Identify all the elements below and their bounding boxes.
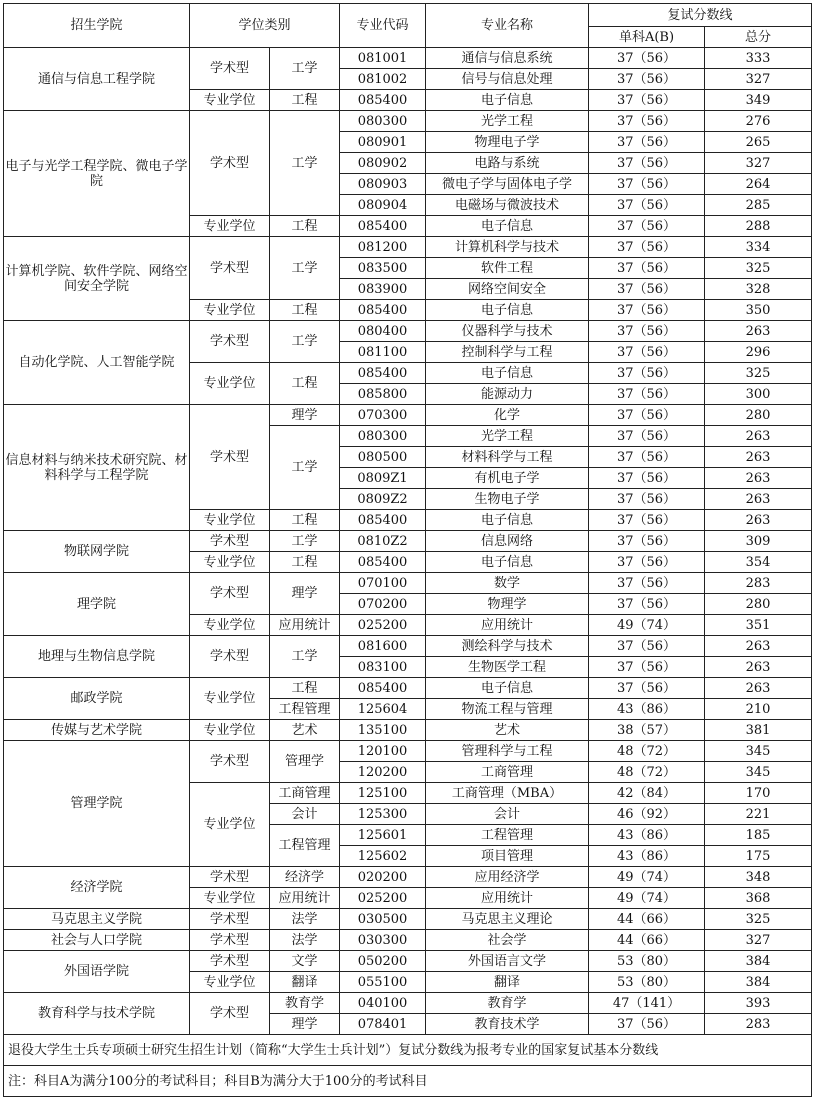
single-subject-score-cell: 37（56） bbox=[589, 48, 705, 69]
degree-type-cell: 学术型 bbox=[190, 636, 270, 678]
major-name-cell: 物理电子学 bbox=[426, 132, 589, 153]
single-subject-score-cell: 37（56） bbox=[589, 300, 705, 321]
single-subject-score-cell: 37（56） bbox=[589, 1014, 705, 1035]
total-score-cell: 280 bbox=[705, 594, 812, 615]
single-subject-score-cell: 37（56） bbox=[589, 279, 705, 300]
footnote: 注：科目A为满分100分的考试科目；科目B为满分大于100分的考试科目 bbox=[4, 1066, 812, 1097]
single-subject-score-cell: 37（56） bbox=[589, 636, 705, 657]
total-score-cell: 327 bbox=[705, 69, 812, 90]
discipline-cell: 教育学 bbox=[270, 993, 340, 1014]
major-name-cell: 电子信息 bbox=[426, 510, 589, 531]
major-name-cell: 电子信息 bbox=[426, 678, 589, 699]
total-score-cell: 328 bbox=[705, 279, 812, 300]
college-cell: 教育科学与技术学院 bbox=[4, 993, 190, 1035]
total-score-cell: 345 bbox=[705, 741, 812, 762]
major-name-cell: 社会学 bbox=[426, 930, 589, 951]
total-score-cell: 325 bbox=[705, 258, 812, 279]
major-code-cell: 080300 bbox=[340, 426, 426, 447]
degree-type-cell: 学术型 bbox=[190, 111, 270, 216]
total-score-cell: 263 bbox=[705, 510, 812, 531]
total-score-cell: 351 bbox=[705, 615, 812, 636]
single-subject-score-cell: 53（80） bbox=[589, 951, 705, 972]
major-code-cell: 135100 bbox=[340, 720, 426, 741]
major-code-cell: 080902 bbox=[340, 153, 426, 174]
single-subject-score-cell: 37（56） bbox=[589, 468, 705, 489]
table-row bbox=[4, 48, 812, 69]
discipline-cell: 工程 bbox=[270, 90, 340, 111]
major-code-cell: 080500 bbox=[340, 447, 426, 468]
major-name-cell: 计算机科学与技术 bbox=[426, 237, 589, 258]
degree-type-cell: 学术型 bbox=[190, 573, 270, 615]
major-name-cell: 电路与系统 bbox=[426, 153, 589, 174]
total-score-cell: 327 bbox=[705, 153, 812, 174]
discipline-cell: 文学 bbox=[270, 951, 340, 972]
major-code-cell: 070200 bbox=[340, 594, 426, 615]
single-subject-score-cell: 37（56） bbox=[589, 174, 705, 195]
degree-type-cell: 专业学位 bbox=[190, 720, 270, 741]
major-name-cell: 通信与信息系统 bbox=[426, 48, 589, 69]
major-name-cell: 材料科学与工程 bbox=[426, 447, 589, 468]
college-cell: 地理与生物信息学院 bbox=[4, 636, 190, 678]
discipline-cell: 法学 bbox=[270, 930, 340, 951]
major-code-cell: 080901 bbox=[340, 132, 426, 153]
table-row bbox=[4, 993, 812, 1014]
major-name-cell: 化学 bbox=[426, 405, 589, 426]
total-score-cell: 327 bbox=[705, 930, 812, 951]
total-score-cell: 175 bbox=[705, 846, 812, 867]
single-subject-score-cell: 46（92） bbox=[589, 804, 705, 825]
college-cell: 自动化学院、人工智能学院 bbox=[4, 321, 190, 405]
total-score-cell: 263 bbox=[705, 468, 812, 489]
major-code-cell: 030500 bbox=[340, 909, 426, 930]
discipline-cell: 理学 bbox=[270, 1014, 340, 1035]
single-subject-score-cell: 49（74） bbox=[589, 615, 705, 636]
single-subject-score-cell: 37（56） bbox=[589, 216, 705, 237]
total-score-cell: 185 bbox=[705, 825, 812, 846]
total-score-cell: 285 bbox=[705, 195, 812, 216]
major-code-cell: 085400 bbox=[340, 300, 426, 321]
major-code-cell: 085400 bbox=[340, 678, 426, 699]
major-name-cell: 控制科学与工程 bbox=[426, 342, 589, 363]
table-row bbox=[4, 720, 812, 741]
major-name-cell: 教育技术学 bbox=[426, 1014, 589, 1035]
degree-type-cell: 专业学位 bbox=[190, 783, 270, 867]
major-name-cell: 数学 bbox=[426, 573, 589, 594]
single-subject-score-cell: 37（56） bbox=[589, 573, 705, 594]
single-subject-score-cell: 37（56） bbox=[589, 426, 705, 447]
table-row bbox=[4, 573, 812, 594]
total-score-cell: 283 bbox=[705, 573, 812, 594]
major-code-cell: 083500 bbox=[340, 258, 426, 279]
discipline-cell: 工程 bbox=[270, 363, 340, 405]
score-line-table bbox=[3, 3, 812, 1097]
total-score-cell: 263 bbox=[705, 489, 812, 510]
discipline-cell: 工程 bbox=[270, 552, 340, 573]
major-name-cell: 电子信息 bbox=[426, 363, 589, 384]
college-cell: 邮政学院 bbox=[4, 678, 190, 720]
degree-type-cell: 学术型 bbox=[190, 909, 270, 930]
discipline-cell: 工程 bbox=[270, 678, 340, 699]
total-score-cell: 288 bbox=[705, 216, 812, 237]
total-score-cell: 348 bbox=[705, 867, 812, 888]
major-name-cell: 电子信息 bbox=[426, 216, 589, 237]
major-code-cell: 080400 bbox=[340, 321, 426, 342]
major-code-cell: 080903 bbox=[340, 174, 426, 195]
major-name-cell: 外国语言文学 bbox=[426, 951, 589, 972]
total-score-cell: 264 bbox=[705, 174, 812, 195]
single-subject-score-cell: 37（56） bbox=[589, 111, 705, 132]
total-score-cell: 263 bbox=[705, 657, 812, 678]
discipline-cell: 工学 bbox=[270, 426, 340, 510]
major-code-cell: 085400 bbox=[340, 216, 426, 237]
major-name-cell: 电子信息 bbox=[426, 300, 589, 321]
major-code-cell: 125300 bbox=[340, 804, 426, 825]
degree-type-cell: 专业学位 bbox=[190, 615, 270, 636]
major-code-cell: 083100 bbox=[340, 657, 426, 678]
major-code-cell: 025200 bbox=[340, 888, 426, 909]
major-code-cell: 025200 bbox=[340, 615, 426, 636]
major-name-cell: 应用经济学 bbox=[426, 867, 589, 888]
college-cell: 通信与信息工程学院 bbox=[4, 48, 190, 111]
table-row bbox=[4, 930, 812, 951]
single-subject-score-cell: 43（86） bbox=[589, 699, 705, 720]
degree-type-cell: 学术型 bbox=[190, 237, 270, 300]
single-subject-score-cell: 37（56） bbox=[589, 90, 705, 111]
major-name-cell: 生物医学工程 bbox=[426, 657, 589, 678]
degree-type-cell: 学术型 bbox=[190, 405, 270, 510]
total-score-cell: 283 bbox=[705, 1014, 812, 1035]
discipline-cell: 理学 bbox=[270, 405, 340, 426]
total-score-cell: 325 bbox=[705, 909, 812, 930]
major-code-cell: 055100 bbox=[340, 972, 426, 993]
major-code-cell: 120200 bbox=[340, 762, 426, 783]
single-subject-score-cell: 37（56） bbox=[589, 321, 705, 342]
college-cell: 物联网学院 bbox=[4, 531, 190, 573]
degree-type-cell: 学术型 bbox=[190, 531, 270, 552]
header-single-subject: 单科A(B) bbox=[589, 27, 705, 48]
discipline-cell: 理学 bbox=[270, 573, 340, 615]
single-subject-score-cell: 53（80） bbox=[589, 972, 705, 993]
total-score-cell: 263 bbox=[705, 426, 812, 447]
major-name-cell: 电磁场与微波技术 bbox=[426, 195, 589, 216]
major-code-cell: 0810Z2 bbox=[340, 531, 426, 552]
major-code-cell: 081600 bbox=[340, 636, 426, 657]
major-code-cell: 085400 bbox=[340, 363, 426, 384]
table-row bbox=[4, 909, 812, 930]
college-cell: 传媒与艺术学院 bbox=[4, 720, 190, 741]
college-cell: 电子与光学工程学院、微电子学院 bbox=[4, 111, 190, 237]
total-score-cell: 334 bbox=[705, 237, 812, 258]
single-subject-score-cell: 37（56） bbox=[589, 153, 705, 174]
discipline-cell: 翻译 bbox=[270, 972, 340, 993]
major-name-cell: 软件工程 bbox=[426, 258, 589, 279]
single-subject-score-cell: 37（56） bbox=[589, 510, 705, 531]
total-score-cell: 354 bbox=[705, 552, 812, 573]
college-cell: 计算机学院、软件学院、网络空间安全学院 bbox=[4, 237, 190, 321]
major-code-cell: 0809Z2 bbox=[340, 489, 426, 510]
total-score-cell: 170 bbox=[705, 783, 812, 804]
major-code-cell: 080300 bbox=[340, 111, 426, 132]
single-subject-score-cell: 37（56） bbox=[589, 489, 705, 510]
major-name-cell: 应用统计 bbox=[426, 888, 589, 909]
total-score-cell: 349 bbox=[705, 90, 812, 111]
discipline-cell: 工程 bbox=[270, 216, 340, 237]
major-name-cell: 项目管理 bbox=[426, 846, 589, 867]
table-row bbox=[4, 951, 812, 972]
single-subject-score-cell: 44（66） bbox=[589, 930, 705, 951]
single-subject-score-cell: 37（56） bbox=[589, 447, 705, 468]
total-score-cell: 325 bbox=[705, 363, 812, 384]
discipline-cell: 工学 bbox=[270, 111, 340, 216]
discipline-cell: 工学 bbox=[270, 48, 340, 90]
college-cell: 外国语学院 bbox=[4, 951, 190, 993]
major-code-cell: 080904 bbox=[340, 195, 426, 216]
major-code-cell: 081200 bbox=[340, 237, 426, 258]
table-row bbox=[4, 531, 812, 552]
header-college: 招生学院 bbox=[4, 4, 190, 48]
degree-type-cell: 专业学位 bbox=[190, 510, 270, 531]
major-name-cell: 艺术 bbox=[426, 720, 589, 741]
total-score-cell: 265 bbox=[705, 132, 812, 153]
major-name-cell: 生物电子学 bbox=[426, 489, 589, 510]
single-subject-score-cell: 37（56） bbox=[589, 69, 705, 90]
discipline-cell: 工程管理 bbox=[270, 825, 340, 867]
major-name-cell: 工商管理（MBA） bbox=[426, 783, 589, 804]
major-name-cell: 马克思主义理论 bbox=[426, 909, 589, 930]
table-row bbox=[4, 636, 812, 657]
single-subject-score-cell: 37（56） bbox=[589, 678, 705, 699]
degree-type-cell: 学术型 bbox=[190, 993, 270, 1035]
header-major-name: 专业名称 bbox=[426, 4, 589, 48]
major-code-cell: 085400 bbox=[340, 510, 426, 531]
major-name-cell: 信号与信息处理 bbox=[426, 69, 589, 90]
total-score-cell: 381 bbox=[705, 720, 812, 741]
major-code-cell: 081100 bbox=[340, 342, 426, 363]
header-score-line: 复试分数线 bbox=[589, 4, 812, 27]
degree-type-cell: 学术型 bbox=[190, 930, 270, 951]
college-cell: 经济学院 bbox=[4, 867, 190, 909]
total-score-cell: 393 bbox=[705, 993, 812, 1014]
degree-type-cell: 专业学位 bbox=[190, 678, 270, 720]
single-subject-score-cell: 37（56） bbox=[589, 552, 705, 573]
major-name-cell: 光学工程 bbox=[426, 111, 589, 132]
major-code-cell: 085800 bbox=[340, 384, 426, 405]
discipline-cell: 工学 bbox=[270, 321, 340, 363]
major-code-cell: 030300 bbox=[340, 930, 426, 951]
single-subject-score-cell: 37（56） bbox=[589, 132, 705, 153]
major-name-cell: 仪器科学与技术 bbox=[426, 321, 589, 342]
single-subject-score-cell: 44（66） bbox=[589, 909, 705, 930]
degree-type-cell: 学术型 bbox=[190, 48, 270, 90]
major-code-cell: 125100 bbox=[340, 783, 426, 804]
major-code-cell: 078401 bbox=[340, 1014, 426, 1035]
veterans-note: 退役大学生士兵专项硕士研究生招生计划（简称“大学生士兵计划”）复试分数线为报考专业的国家复试基本分数线 bbox=[4, 1035, 812, 1066]
degree-type-cell: 专业学位 bbox=[190, 300, 270, 321]
total-score-cell: 309 bbox=[705, 531, 812, 552]
total-score-cell: 300 bbox=[705, 384, 812, 405]
major-name-cell: 光学工程 bbox=[426, 426, 589, 447]
degree-type-cell: 专业学位 bbox=[190, 888, 270, 909]
major-code-cell: 085400 bbox=[340, 90, 426, 111]
single-subject-score-cell: 38（57） bbox=[589, 720, 705, 741]
single-subject-score-cell: 37（56） bbox=[589, 594, 705, 615]
major-code-cell: 120100 bbox=[340, 741, 426, 762]
discipline-cell: 管理学 bbox=[270, 741, 340, 783]
degree-type-cell: 专业学位 bbox=[190, 552, 270, 573]
discipline-cell: 工程 bbox=[270, 510, 340, 531]
single-subject-score-cell: 37（56） bbox=[589, 657, 705, 678]
degree-type-cell: 学术型 bbox=[190, 951, 270, 972]
single-subject-score-cell: 49（74） bbox=[589, 867, 705, 888]
major-name-cell: 微电子学与固体电子学 bbox=[426, 174, 589, 195]
table-row bbox=[4, 741, 812, 762]
single-subject-score-cell: 37（56） bbox=[589, 384, 705, 405]
major-code-cell: 020200 bbox=[340, 867, 426, 888]
discipline-cell: 工学 bbox=[270, 237, 340, 300]
total-score-cell: 350 bbox=[705, 300, 812, 321]
degree-type-cell: 学术型 bbox=[190, 741, 270, 783]
major-name-cell: 会计 bbox=[426, 804, 589, 825]
total-score-cell: 345 bbox=[705, 762, 812, 783]
major-name-cell: 物理学 bbox=[426, 594, 589, 615]
total-score-cell: 210 bbox=[705, 699, 812, 720]
total-score-cell: 384 bbox=[705, 951, 812, 972]
major-name-cell: 教育学 bbox=[426, 993, 589, 1014]
single-subject-score-cell: 48（72） bbox=[589, 762, 705, 783]
discipline-cell: 工商管理 bbox=[270, 783, 340, 804]
discipline-cell: 工学 bbox=[270, 531, 340, 552]
major-code-cell: 040100 bbox=[340, 993, 426, 1014]
discipline-cell: 应用统计 bbox=[270, 888, 340, 909]
single-subject-score-cell: 47（141） bbox=[589, 993, 705, 1014]
total-score-cell: 280 bbox=[705, 405, 812, 426]
major-name-cell: 物流工程与管理 bbox=[426, 699, 589, 720]
major-name-cell: 工程管理 bbox=[426, 825, 589, 846]
single-subject-score-cell: 37（56） bbox=[589, 195, 705, 216]
major-code-cell: 125604 bbox=[340, 699, 426, 720]
major-code-cell: 081002 bbox=[340, 69, 426, 90]
total-score-cell: 263 bbox=[705, 447, 812, 468]
major-name-cell: 工商管理 bbox=[426, 762, 589, 783]
major-name-cell: 电子信息 bbox=[426, 90, 589, 111]
single-subject-score-cell: 37（56） bbox=[589, 363, 705, 384]
major-code-cell: 0809Z1 bbox=[340, 468, 426, 489]
discipline-cell: 工学 bbox=[270, 636, 340, 678]
table-row bbox=[4, 321, 812, 342]
header-degree-type: 学位类别 bbox=[190, 4, 340, 48]
major-name-cell: 电子信息 bbox=[426, 552, 589, 573]
major-name-cell: 应用统计 bbox=[426, 615, 589, 636]
major-code-cell: 081001 bbox=[340, 48, 426, 69]
total-score-cell: 263 bbox=[705, 321, 812, 342]
major-code-cell: 125602 bbox=[340, 846, 426, 867]
single-subject-score-cell: 37（56） bbox=[589, 342, 705, 363]
major-name-cell: 有机电子学 bbox=[426, 468, 589, 489]
major-code-cell: 050200 bbox=[340, 951, 426, 972]
discipline-cell: 艺术 bbox=[270, 720, 340, 741]
degree-type-cell: 专业学位 bbox=[190, 90, 270, 111]
college-cell: 理学院 bbox=[4, 573, 190, 636]
total-score-cell: 296 bbox=[705, 342, 812, 363]
degree-type-cell: 专业学位 bbox=[190, 972, 270, 993]
major-code-cell: 070100 bbox=[340, 573, 426, 594]
major-name-cell: 管理科学与工程 bbox=[426, 741, 589, 762]
total-score-cell: 333 bbox=[705, 48, 812, 69]
degree-type-cell: 学术型 bbox=[190, 321, 270, 363]
single-subject-score-cell: 49（74） bbox=[589, 888, 705, 909]
discipline-cell: 经济学 bbox=[270, 867, 340, 888]
single-subject-score-cell: 43（86） bbox=[589, 825, 705, 846]
major-code-cell: 125601 bbox=[340, 825, 426, 846]
major-name-cell: 测绘科学与技术 bbox=[426, 636, 589, 657]
table-body bbox=[4, 48, 812, 1035]
major-name-cell: 信息网络 bbox=[426, 531, 589, 552]
total-score-cell: 368 bbox=[705, 888, 812, 909]
total-score-cell: 263 bbox=[705, 678, 812, 699]
major-name-cell: 翻译 bbox=[426, 972, 589, 993]
college-cell: 信息材料与纳米技术研究院、材料科学与工程学院 bbox=[4, 405, 190, 531]
single-subject-score-cell: 37（56） bbox=[589, 237, 705, 258]
discipline-cell: 应用统计 bbox=[270, 615, 340, 636]
major-code-cell: 085400 bbox=[340, 552, 426, 573]
major-code-cell: 070300 bbox=[340, 405, 426, 426]
major-name-cell: 能源动力 bbox=[426, 384, 589, 405]
single-subject-score-cell: 42（84） bbox=[589, 783, 705, 804]
discipline-cell: 法学 bbox=[270, 909, 340, 930]
discipline-cell: 会计 bbox=[270, 804, 340, 825]
college-cell: 社会与人口学院 bbox=[4, 930, 190, 951]
table-row bbox=[4, 111, 812, 132]
college-cell: 管理学院 bbox=[4, 741, 190, 867]
table-row bbox=[4, 237, 812, 258]
discipline-cell: 工程管理 bbox=[270, 699, 340, 720]
degree-type-cell: 专业学位 bbox=[190, 363, 270, 405]
table-row bbox=[4, 867, 812, 888]
college-cell: 马克思主义学院 bbox=[4, 909, 190, 930]
single-subject-score-cell: 48（72） bbox=[589, 741, 705, 762]
total-score-cell: 384 bbox=[705, 972, 812, 993]
table-row bbox=[4, 405, 812, 426]
header-major-code: 专业代码 bbox=[340, 4, 426, 48]
discipline-cell: 工程 bbox=[270, 300, 340, 321]
total-score-cell: 221 bbox=[705, 804, 812, 825]
single-subject-score-cell: 37（56） bbox=[589, 531, 705, 552]
single-subject-score-cell: 37（56） bbox=[589, 258, 705, 279]
single-subject-score-cell: 43（86） bbox=[589, 846, 705, 867]
degree-type-cell: 学术型 bbox=[190, 867, 270, 888]
single-subject-score-cell: 37（56） bbox=[589, 405, 705, 426]
total-score-cell: 263 bbox=[705, 636, 812, 657]
total-score-cell: 276 bbox=[705, 111, 812, 132]
table-row bbox=[4, 678, 812, 699]
major-name-cell: 网络空间安全 bbox=[426, 279, 589, 300]
major-code-cell: 083900 bbox=[340, 279, 426, 300]
header-total: 总分 bbox=[705, 27, 812, 48]
degree-type-cell: 专业学位 bbox=[190, 216, 270, 237]
